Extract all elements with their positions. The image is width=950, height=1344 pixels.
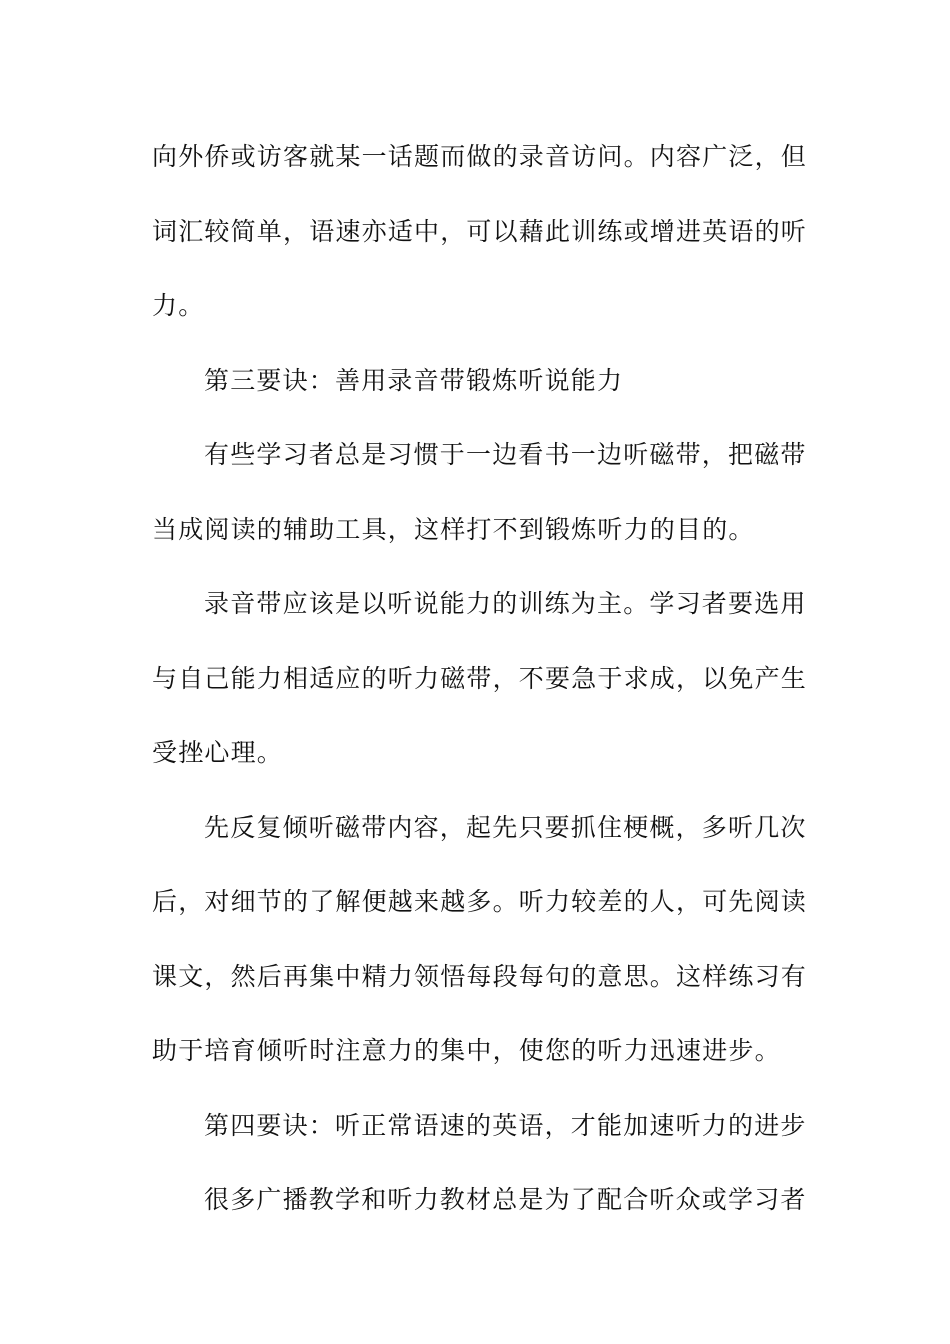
text-line: 录音带应该是以听说能力的训练为主。学习者要选用 bbox=[204, 589, 807, 618]
section-heading: 第四要诀：听正常语速的英语，才能加速听力的进步 bbox=[204, 1110, 807, 1140]
text-line: 助于培育倾听时注意力的集中，使您的听力迅速进步。 bbox=[152, 1036, 781, 1065]
text-line: 与自己能力相适应的听力磁带，不要急于求成，以免产生 bbox=[152, 663, 808, 693]
section-heading: 第三要诀：善用录音带锻炼听说能力 bbox=[204, 365, 624, 395]
text-line: 当成阅读的辅助工具，这样打不到锻炼听力的目的。 bbox=[152, 514, 755, 544]
text-line: 课文，然后再集中精力领悟每段每句的意思。这样练习有 bbox=[152, 961, 808, 991]
text-line: 力。 bbox=[152, 291, 205, 320]
text-line: 词汇较简单，语速亦适中，可以藉此训练或增进英语的听 bbox=[152, 216, 808, 246]
text-line: 后，对细节的了解便越来越多。听力较差的人，可先阅读 bbox=[152, 887, 808, 916]
text-line: 受挫心理。 bbox=[152, 738, 284, 767]
text-line: 很多广播教学和听力教材总是为了配合听众或学习者 bbox=[204, 1185, 807, 1214]
text-line: 向外侨或访客就某一话题而做的录音访问。内容广泛，但 bbox=[152, 142, 808, 171]
text-line: 有些学习者总是习惯于一边看书一边听磁带，把磁带 bbox=[204, 440, 807, 469]
text-line: 先反复倾听磁带内容，起先只要抓住梗概，多听几次 bbox=[204, 812, 807, 842]
document-body bbox=[152, 120, 808, 1238]
